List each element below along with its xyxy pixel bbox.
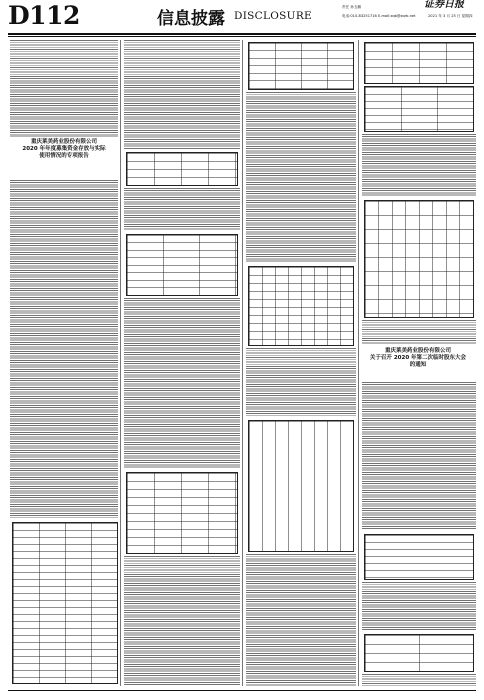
page-number: D112 — [8, 1, 80, 30]
data-table — [364, 534, 474, 580]
headline-title: 关于召开 2020 年第二次临时股东大会的通知 — [369, 355, 467, 369]
date-line: 2021 年 3 月 25 日 星期四 — [428, 14, 473, 18]
headline-company: 重庆莱美药业股份有限公司 — [30, 139, 97, 145]
body-text — [246, 92, 356, 262]
column-2 — [124, 40, 240, 686]
body-text — [124, 298, 240, 468]
data-table — [12, 522, 118, 684]
body-text — [362, 134, 476, 196]
data-table — [364, 634, 474, 672]
footer-rule — [8, 690, 476, 691]
section-title-english: DISCLOSURE — [234, 10, 312, 22]
body-text — [10, 40, 118, 137]
body-text — [362, 582, 476, 630]
section-title: 信息披露 — [157, 9, 225, 29]
body-text — [10, 180, 118, 518]
data-table — [126, 472, 238, 554]
newspaper-logo: 证券日报 — [424, 0, 464, 10]
editor-line: 责任 孙玉鹏 — [342, 5, 362, 9]
headline-company: 重庆莱美药业股份有限公司 — [384, 348, 451, 354]
header-rule — [8, 33, 476, 35]
column-1 — [10, 40, 118, 686]
body-text — [362, 674, 476, 686]
column-3 — [246, 40, 356, 686]
body-text — [124, 188, 240, 230]
body-text — [362, 382, 476, 530]
data-table — [248, 42, 354, 90]
article-headline-2 — [368, 348, 468, 370]
article-headline-1 — [22, 139, 106, 161]
data-table — [248, 266, 354, 346]
masthead — [342, 2, 472, 34]
body-text — [124, 40, 240, 150]
data-table — [126, 152, 238, 186]
body-text — [246, 554, 356, 686]
column-4 — [362, 40, 476, 686]
data-table — [126, 234, 238, 296]
body-text — [124, 556, 240, 686]
body-text — [362, 320, 476, 344]
headline-title: 2020 年年度募集资金存放与实际使用情况的专项报告 — [22, 146, 106, 160]
contact-line: 电话:010-83251716 E-mail:zqb@zqrb.net — [342, 14, 416, 18]
header-rule-thin — [8, 36, 476, 37]
data-table — [364, 42, 474, 84]
data-table — [364, 86, 474, 132]
body-text — [246, 348, 356, 416]
data-table — [248, 420, 354, 552]
data-table — [364, 200, 474, 318]
